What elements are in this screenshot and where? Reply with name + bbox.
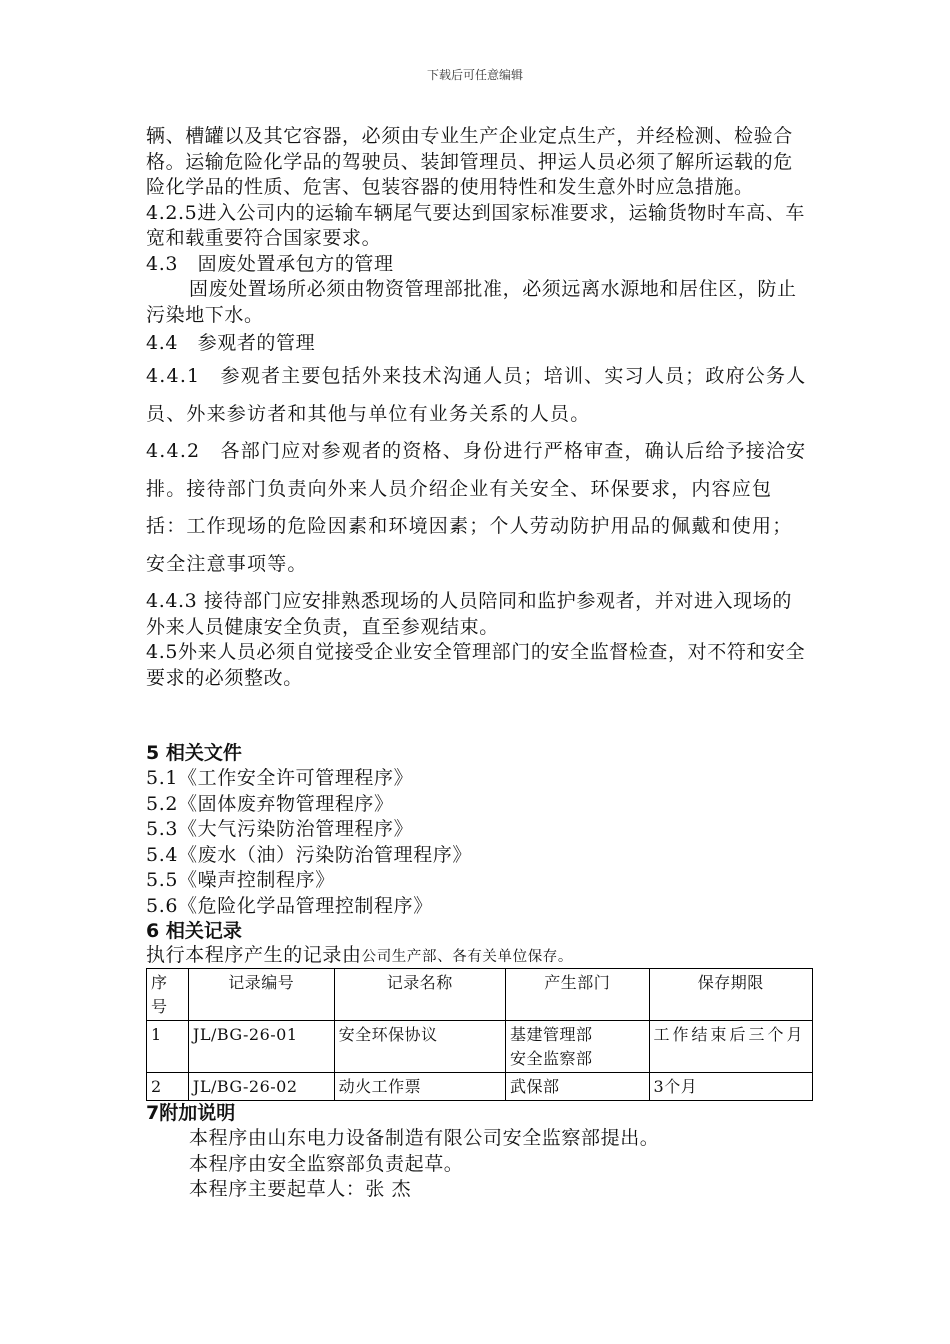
cell-seq: 1 <box>147 1021 189 1073</box>
header-cell-retention: 保存期限 <box>649 969 812 1021</box>
heading-section-7: 7附加说明 <box>146 1102 236 1124</box>
table-header-row <box>147 969 813 1021</box>
header-cell-department: 产生部门 <box>506 969 650 1021</box>
paragraph-4-4-1: 4.4.1 参观者主要包括外来技术沟通人员；培训、实习人员；政府公务人员、外来参访者和其他与单位有业务关系的人员。 <box>146 365 807 425</box>
heading-section-5: 5 相关文件 <box>146 742 242 764</box>
header-cell-seq: 序号 <box>147 969 189 1021</box>
cell-seq: 2 <box>147 1073 189 1101</box>
paragraph-4-2-continued: 辆、槽罐以及其它容器，必须由专业生产企业定点生产，并经检测、检验合格。运输危险化学品的驾驶员、装卸管理员、押运人员必须了解所运载的危险化学品的性质、危害、包装容器的使用特性和发生意外时应急措施。 <box>146 125 793 198</box>
cell-record-no: JL/BG-26-01 <box>188 1021 334 1073</box>
records-table <box>146 968 813 1101</box>
cell-record-no: JL/BG-26-02 <box>188 1073 334 1101</box>
header-cell-record-name: 记录名称 <box>334 969 505 1021</box>
records-intro-small: 公司生产部、各有关单位保存。 <box>361 949 574 965</box>
heading-section-6: 6 相关记录 <box>146 920 242 942</box>
table-row <box>147 1021 813 1073</box>
related-doc-item: 5.6《危险化学品管理控制程序》 <box>146 894 433 917</box>
cell-retention: 工作结束后三个月 <box>649 1021 812 1073</box>
spacer <box>146 691 810 741</box>
paragraph-4-2-5: 4.2.5进入公司内的运输车辆尾气要达到国家标准要求，运输货物时车高、车宽和载重要符合国家要求。 <box>146 201 805 249</box>
header-cell-record-no: 记录编号 <box>188 969 334 1021</box>
paragraph-4-4-3: 4.4.3 接待部门应安排熟悉现场的人员陪同和监护参观者，并对进入现场的外来人员健康安全负责，直至参观结束。 <box>146 590 792 638</box>
cell-retention: 3个月 <box>649 1073 812 1101</box>
related-doc-item: 5.2《固体废弃物管理程序》 <box>146 792 394 815</box>
records-intro <box>146 944 810 968</box>
related-doc-item: 5.3《大气污染防治管理程序》 <box>146 818 414 840</box>
appendix-line: 本程序主要起草人：张 杰 <box>189 1178 412 1200</box>
records-intro-main: 执行本程序产生的记录由 <box>146 944 362 966</box>
related-doc-item: 5.1《工作安全许可管理程序》 <box>146 767 414 789</box>
related-doc-item: 5.4《废水（油）污染防治管理程序》 <box>146 843 473 866</box>
appendix-line: 本程序由山东电力设备制造有限公司安全监察部提出。 <box>189 1127 660 1149</box>
appendix-line: 本程序由安全监察部负责起草。 <box>189 1152 464 1175</box>
heading-4-4: 4.4 参观者的管理 <box>146 332 316 354</box>
cell-record-name: 动火工作票 <box>334 1073 505 1101</box>
paragraph-4-5: 4.5外来人员必须自觉接受企业安全管理部门的安全监督检查，对不符和安全要求的必须整改。 <box>146 641 806 689</box>
cell-record-name: 安全环保协议 <box>334 1021 505 1073</box>
table-row <box>147 1073 813 1101</box>
page-header: 下载后可任意编辑 <box>426 68 523 82</box>
cell-department: 武保部 <box>506 1073 650 1101</box>
heading-4-3: 4.3 固废处置承包方的管理 <box>146 252 394 275</box>
document-body <box>146 124 810 1203</box>
cell-department: 基建管理部 安全监察部 <box>506 1021 650 1073</box>
paragraph-4-4-2: 4.4.2 各部门应对参观者的资格、身份进行严格审查，确认后给予接洽安排。接待部门负责向外来人员介绍企业有关安全、环保要求，内容应包括：工作现场的危险因素和环境因素；个人劳动防护用品的佩戴和使用；安全注意事项等。 <box>146 440 807 575</box>
related-doc-item: 5.5《噪声控制程序》 <box>146 869 335 891</box>
paragraph-4-3: 固废处置场所必须由物资管理部批准，必须远离水源地和居住区，防止污染地下水。 <box>146 278 797 326</box>
